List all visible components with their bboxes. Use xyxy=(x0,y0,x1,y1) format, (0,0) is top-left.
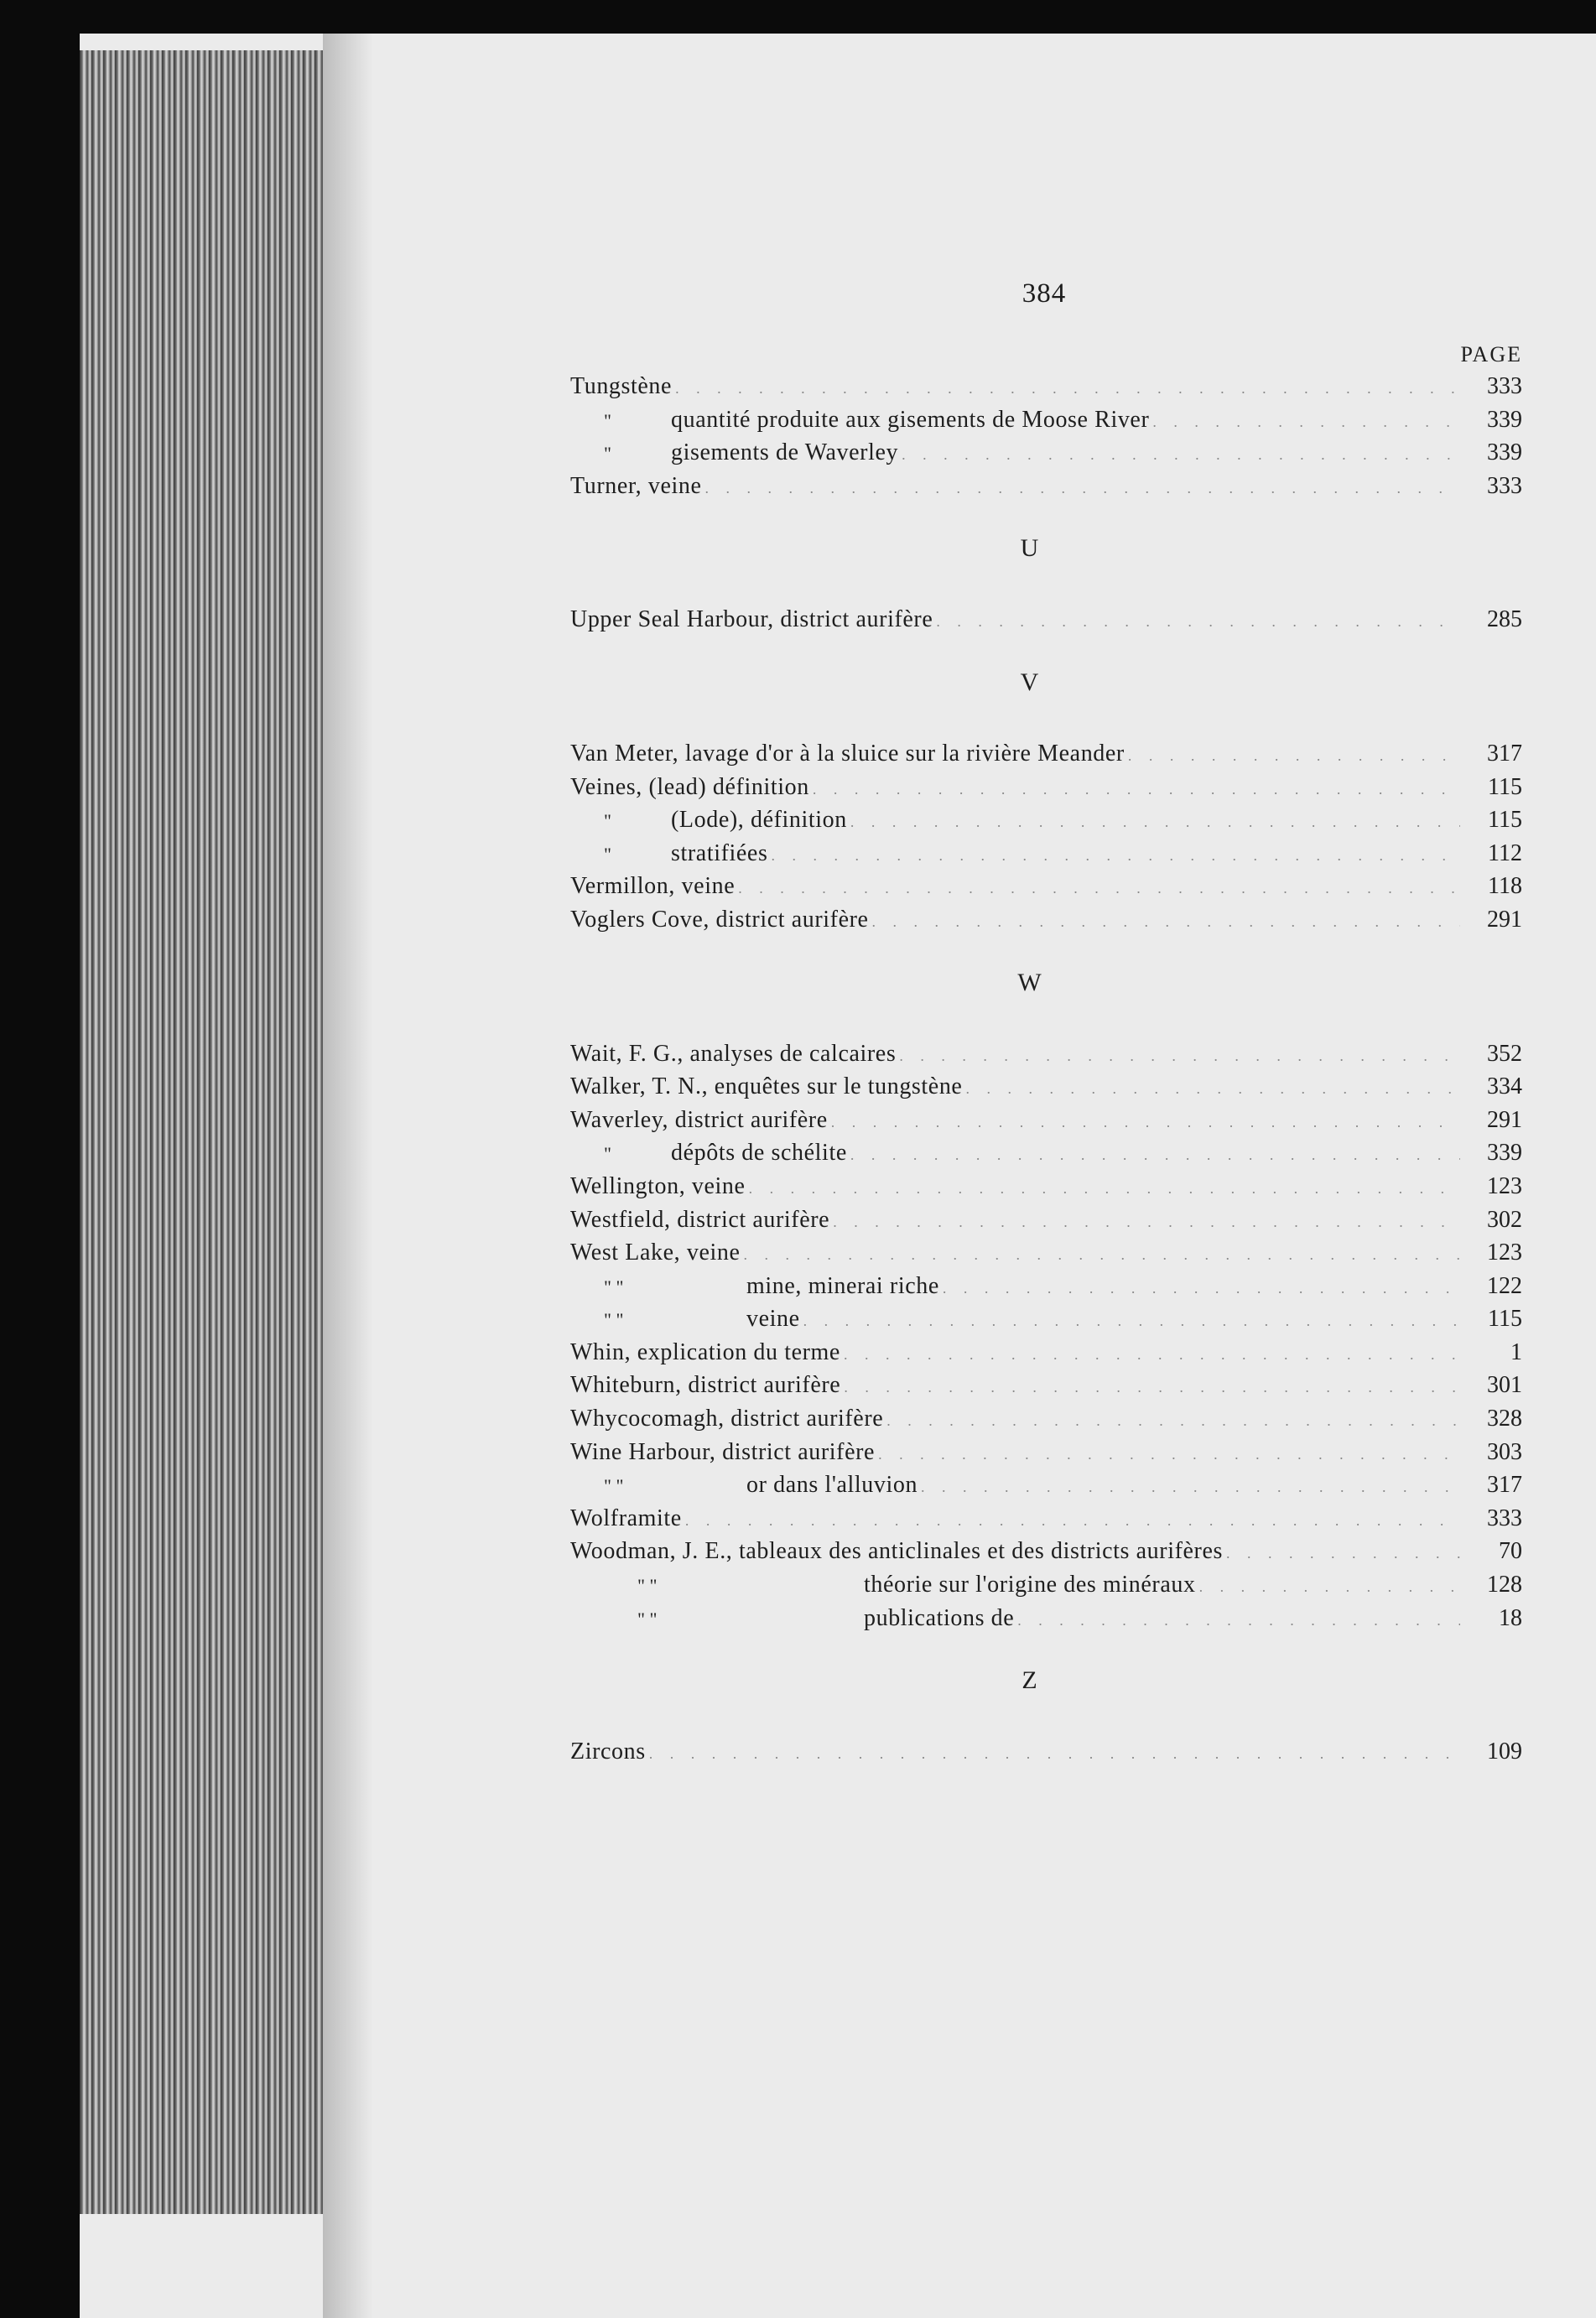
dot-leader xyxy=(685,1505,1460,1538)
entry-text: publications de xyxy=(864,1604,1015,1631)
dot-leader xyxy=(850,806,1460,839)
entry-page-number: 339 xyxy=(1487,406,1522,433)
index-entry xyxy=(570,737,1522,771)
dot-leader xyxy=(899,1040,1460,1073)
index-entry xyxy=(570,1535,1522,1568)
entry-text: Whiteburn, district aurifère xyxy=(570,1372,841,1399)
index-entry xyxy=(570,837,1522,871)
entry-page-number: 339 xyxy=(1487,1140,1522,1167)
entry-text: Voglers Cove, district aurifère xyxy=(570,906,869,933)
entry-page-number: 333 xyxy=(1487,1505,1522,1531)
entry-text: Wolframite xyxy=(570,1505,682,1531)
entry-page-number: 285 xyxy=(1487,606,1522,633)
dot-leader xyxy=(1152,406,1460,439)
ditto-marks: " xyxy=(604,843,611,865)
page-number: 384 xyxy=(1022,278,1067,309)
section-letter: Z xyxy=(1022,1666,1037,1695)
index-entry xyxy=(570,1104,1522,1137)
ditto-marks: " xyxy=(604,1143,611,1165)
index-entry xyxy=(570,403,1522,437)
dot-leader xyxy=(936,605,1460,639)
dot-leader xyxy=(705,472,1460,506)
entry-page-number: 118 xyxy=(1488,873,1522,900)
dot-leader xyxy=(738,872,1460,906)
index-entry xyxy=(570,1336,1522,1369)
entry-text: Whycocomagh, district aurifère xyxy=(570,1406,884,1432)
index-entry xyxy=(570,1236,1522,1270)
entry-page-number: 303 xyxy=(1487,1438,1522,1465)
index-entry xyxy=(570,1037,1522,1071)
entry-text: Walker, T. N., enquêtes sur le tungstène xyxy=(570,1073,963,1100)
entry-text: West Lake, veine xyxy=(570,1240,741,1266)
entry-text: Tungstène xyxy=(570,373,673,399)
dot-leader xyxy=(1226,1537,1460,1571)
dot-leader xyxy=(831,1106,1460,1140)
ditto-marks: " xyxy=(604,409,611,431)
dot-leader xyxy=(1199,1571,1460,1604)
ditto-marks: " " xyxy=(637,1608,658,1629)
index-entry xyxy=(570,370,1522,403)
entry-page-number: 352 xyxy=(1487,1040,1522,1067)
ditto-marks: " " xyxy=(637,1575,658,1597)
dot-leader xyxy=(743,1239,1460,1272)
entry-page-number: 115 xyxy=(1488,807,1522,834)
entry-text: Turner, veine xyxy=(570,472,702,499)
index-entry xyxy=(570,1070,1522,1104)
entry-text: Woodman, J. E., tableaux des anticlinales et des districts aurifères xyxy=(570,1538,1223,1565)
entry-page-number: 128 xyxy=(1487,1572,1522,1598)
entry-page-number: 115 xyxy=(1488,1306,1522,1333)
dot-leader xyxy=(965,1073,1460,1106)
dot-leader xyxy=(1128,740,1460,773)
dot-leader xyxy=(649,1738,1460,1771)
entry-text: théorie sur l'origine des minéraux xyxy=(864,1572,1196,1598)
entry-text: Waverley, district aurifère xyxy=(570,1106,828,1133)
dot-leader xyxy=(943,1272,1460,1306)
dot-leader xyxy=(813,773,1460,807)
entry-text: veine xyxy=(746,1306,800,1333)
index-entry xyxy=(570,771,1522,804)
dot-leader xyxy=(1017,1604,1460,1638)
index-entry xyxy=(570,1568,1522,1602)
index-entry xyxy=(570,470,1522,503)
entry-text: Vermillon, veine xyxy=(570,873,736,900)
entry-page-number: 317 xyxy=(1487,1472,1522,1499)
dot-leader xyxy=(872,906,1460,939)
dot-leader xyxy=(675,372,1460,406)
entry-text: Wellington, veine xyxy=(570,1172,746,1199)
section-letter: V xyxy=(1020,668,1039,696)
entry-text: quantité produite aux gisements de Moose River xyxy=(671,406,1150,433)
entry-page-number: 123 xyxy=(1487,1240,1522,1266)
entry-text: (Lode), définition xyxy=(671,807,847,834)
entry-text: or dans l'alluvion xyxy=(746,1472,918,1499)
index-entry xyxy=(570,603,1522,637)
index-entry xyxy=(570,1136,1522,1170)
ditto-marks: " xyxy=(604,443,611,465)
dot-leader xyxy=(902,439,1460,472)
entry-text: Veines, (lead) définition xyxy=(570,773,809,800)
dot-leader xyxy=(833,1206,1460,1240)
index-entry xyxy=(570,1203,1522,1237)
ditto-marks: " " xyxy=(604,1276,624,1297)
entry-page-number: 328 xyxy=(1487,1406,1522,1432)
dot-leader xyxy=(749,1172,1460,1206)
index-entry xyxy=(570,436,1522,470)
page-edges xyxy=(80,50,323,2214)
entry-page-number: 291 xyxy=(1487,906,1522,933)
index-entry xyxy=(570,1369,1522,1402)
dot-leader xyxy=(844,1338,1460,1372)
entry-text: dépôts de schélite xyxy=(671,1140,847,1167)
entry-page-number: 333 xyxy=(1487,373,1522,399)
entry-page-number: 122 xyxy=(1487,1272,1522,1299)
section-letter: W xyxy=(1017,968,1042,996)
ditto-marks: " xyxy=(604,810,611,832)
entry-page-number: 317 xyxy=(1487,740,1522,767)
section-letter: U xyxy=(1020,534,1039,563)
entry-page-number: 333 xyxy=(1487,472,1522,499)
index-entry xyxy=(570,870,1522,903)
dot-leader xyxy=(921,1471,1460,1505)
entry-page-number: 339 xyxy=(1487,439,1522,466)
dot-leader xyxy=(844,1371,1460,1405)
entry-page-number: 109 xyxy=(1487,1738,1522,1765)
entry-text: stratifiées xyxy=(671,839,768,866)
entry-page-number: 123 xyxy=(1487,1172,1522,1199)
entry-text: Whin, explication du terme xyxy=(570,1338,840,1365)
entry-text: Wine Harbour, district aurifère xyxy=(570,1438,876,1465)
entry-text: gisements de Waverley xyxy=(671,439,899,466)
page-column-header: PAGE xyxy=(1460,342,1522,366)
index-sections xyxy=(570,370,1522,1769)
entry-page-number: 115 xyxy=(1488,773,1522,800)
index-entry xyxy=(570,903,1522,937)
entry-text: Upper Seal Harbour, district aurifère xyxy=(570,606,933,633)
dot-leader xyxy=(850,1139,1460,1172)
entry-page-number: 334 xyxy=(1487,1073,1522,1100)
index-entry xyxy=(570,1302,1522,1336)
entry-page-number: 302 xyxy=(1487,1206,1522,1233)
index-entry xyxy=(570,1170,1522,1203)
ditto-marks: " " xyxy=(604,1475,624,1497)
dot-leader xyxy=(886,1405,1460,1438)
index-content xyxy=(570,340,1522,1769)
index-entry xyxy=(570,1270,1522,1303)
entry-page-number: 291 xyxy=(1487,1106,1522,1133)
entry-text: Wait, F. G., analyses de calcaires xyxy=(570,1040,897,1067)
entry-text: Westfield, district aurifère xyxy=(570,1206,830,1233)
index-entry xyxy=(570,1735,1522,1769)
index-entry xyxy=(570,803,1522,837)
entry-page-number: 18 xyxy=(1499,1604,1522,1631)
entry-text: Zircons xyxy=(570,1738,646,1765)
ditto-marks: " " xyxy=(604,1309,624,1331)
dot-leader xyxy=(878,1438,1460,1472)
entry-page-number: 112 xyxy=(1488,839,1522,866)
index-entry xyxy=(570,1468,1522,1502)
entry-page-number: 70 xyxy=(1499,1538,1522,1565)
entry-text: Van Meter, lavage d'or à la sluice sur la rivière Meander xyxy=(570,740,1125,767)
index-entry xyxy=(570,1602,1522,1635)
entry-page-number: 1 xyxy=(1510,1338,1522,1365)
index-entry xyxy=(570,1436,1522,1469)
dot-leader xyxy=(771,839,1460,873)
entry-text: mine, minerai riche xyxy=(746,1272,939,1299)
index-entry xyxy=(570,1502,1522,1536)
gutter-shadow xyxy=(323,34,373,2318)
entry-page-number: 301 xyxy=(1487,1372,1522,1399)
dot-leader xyxy=(803,1305,1460,1338)
index-entry xyxy=(570,1402,1522,1436)
